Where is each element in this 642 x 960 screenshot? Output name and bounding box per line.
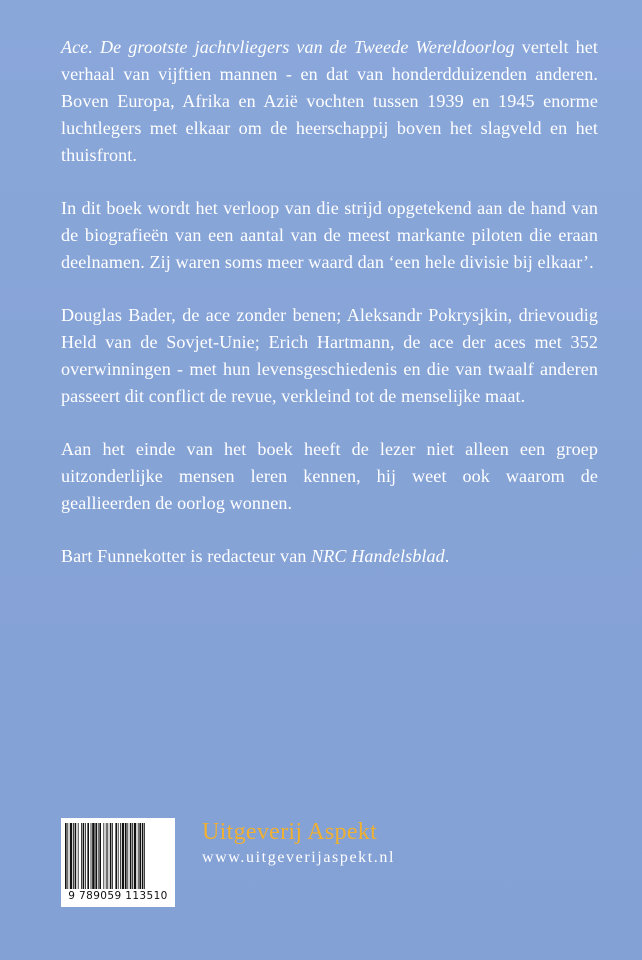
isbn-digits: 9 789059 113510: [68, 890, 168, 902]
barcode-bar: [98, 823, 99, 889]
barcode-bar: [95, 823, 97, 889]
barcode-bar: [144, 823, 145, 889]
author-credit: [61, 543, 598, 570]
blurb-paragraph-biographies: In dit boek wordt het verloop van die strijd opgetekend aan de hand van de biografieën van een aantal van de meest markante piloten die eraan deelnamen. Zij waren soms meer waard dan ‘een hele divisie bij elkaar’.: [61, 198, 598, 272]
blurb-paragraph-conclusion: Aan het einde van het boek heeft de lezer niet alleen een groep uitzonderlijke mensen leren kennen, hij weet ook waarom de geallieerden de oorlog wonnen.: [61, 439, 598, 513]
blurb-paragraph-pilots: Douglas Bader, de ace zonder benen; Aleksandr Pokrysjkin, drievoudig Held van de Sovjet-Unie; Erich Hartmann, de ace der aces met 352 overwinningen - met hun levensgeschiedenis en die van twaalf anderen passeert dit conflict de revue, verkleind tot de menselijke maat.: [61, 305, 598, 406]
barcode-bar: [65, 823, 67, 889]
barcode-bar: [70, 823, 72, 889]
barcode-bars: [65, 823, 171, 889]
barcode-bar: [134, 823, 136, 889]
barcode-bar: [78, 823, 79, 889]
barcode-bar: [107, 823, 108, 889]
barcode-bar: [139, 823, 141, 889]
barcode-bar: [122, 823, 124, 889]
barcode-bar: [106, 823, 107, 889]
barcode-bar: [138, 823, 139, 889]
publisher-url: www.uitgeverijaspekt.nl: [202, 849, 396, 866]
book-title-italic: Ace. De grootste jachtvliegers van de Tweede Wereldoorlog: [61, 37, 515, 57]
barcode-bar: [81, 823, 82, 889]
intro-text: vertelt het verhaal van vijftien mannen - en dat van honderdduizenden anderen. Boven Europa, Afrika en Azië vochten tussen 1939 en 1945 enorme luchtlegers met elkaar om de heerschappij boven het slagveld en het thuisfront.: [61, 37, 598, 165]
barcode-bar: [99, 823, 101, 889]
barcode-bar: [130, 823, 132, 889]
barcode-bar: [67, 823, 68, 889]
barcode-bar: [83, 823, 85, 889]
author-credit-text: Bart Funnekotter is redacteur van: [61, 546, 312, 566]
barcode-bar: [91, 823, 92, 889]
blurb-text: [61, 34, 598, 596]
newspaper-name-italic: NRC Handelsblad: [311, 546, 445, 566]
author-credit-end: .: [444, 546, 450, 566]
barcode-bar: [112, 823, 113, 889]
barcode-bar: [120, 823, 121, 889]
barcode-bar: [92, 823, 94, 889]
isbn-barcode: [61, 818, 175, 907]
barcode-bar: [132, 823, 133, 889]
barcode-bar: [110, 823, 112, 889]
barcode-bar: [127, 823, 128, 889]
barcode-bar: [103, 823, 104, 889]
barcode-bar: [73, 823, 74, 889]
publisher-name: Uitgeverij Aspekt: [202, 819, 378, 845]
barcode-bar: [142, 823, 144, 889]
barcode-bar: [85, 823, 86, 889]
blurb-paragraph-intro: [61, 34, 598, 169]
barcode-bar: [87, 823, 89, 889]
barcode-bar: [75, 823, 77, 889]
barcode-bar: [125, 823, 127, 889]
barcode-bar: [115, 823, 117, 889]
barcode-bar: [118, 823, 119, 889]
